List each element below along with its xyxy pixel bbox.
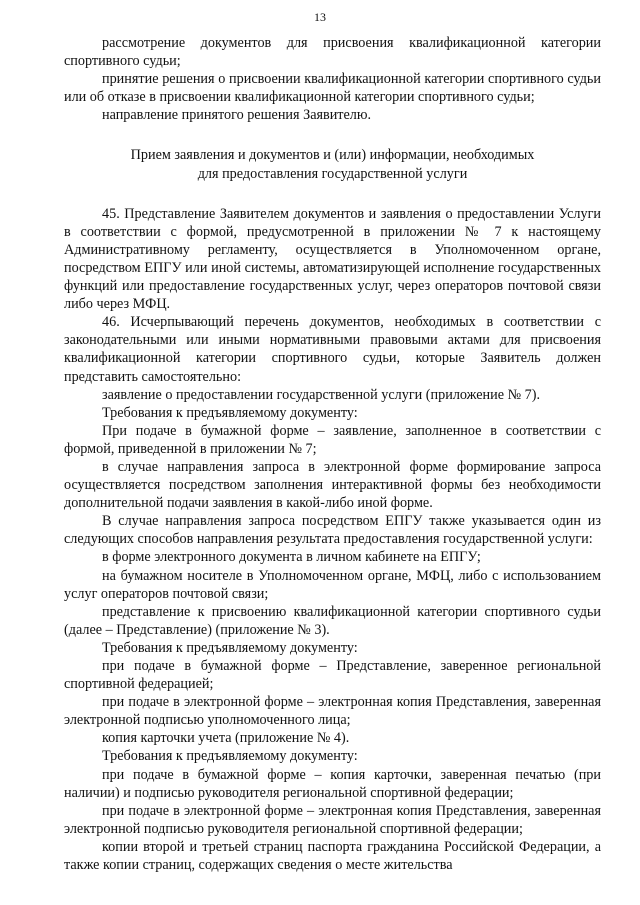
paragraph-electronic-form-application: в случае направления запроса в электронной форме формирование запроса осуществляется посредством заполнения интерактивной формы без необходимости дополнительной подачи заявления в какой-либо иной форме. xyxy=(64,458,601,512)
paragraph-passport-copies: копии второй и третьей страниц паспорта гражданина Российской Федерации, а также копии страниц, содержащих сведения о месте жительства xyxy=(64,838,601,874)
paragraph-requirements-heading-2: Требования к предъявляемому документу: xyxy=(102,639,358,656)
paragraph-45: 45. Представление Заявителем документов и заявления о предоставлении Услуги в соответствии с формой, предусмотренной в приложении № 7 к настоящему Административному регламенту, осуществляется в Уполномоченном органе, посредством ЕПГУ или иной системы, автоматизирующей исполнение государственных функций или предоставление государственных услуг, через операторов почтовой связи либо через МФЦ. xyxy=(64,205,601,313)
paragraph-paper-form-application: При подаче в бумажной форме – заявление, заполненное в соответствии с формой, приведенной в приложении № 7; xyxy=(64,422,601,457)
paragraph-representation-item: представление к присвоению квалификационной категории спортивного судьи (далее – Представление) (приложение № 3). xyxy=(64,603,601,638)
paragraph-46: 46. Исчерпывающий перечень документов, необходимых в соответствии с законодательными или иными нормативными правовыми актами для присвоения квалификационной категории спортивного судьи, которые Заявитель должен представить самостоятельно: xyxy=(64,314,601,385)
spacer xyxy=(64,183,601,205)
paragraph-record-card-item: копия карточки учета (приложение № 4). xyxy=(102,730,350,747)
paragraph-paper-form-representation: при подаче в бумажной форме – Представление, заверенное региональной спортивной федерацией; xyxy=(64,658,601,693)
paragraph-send-decision: направление принятого решения Заявителю. xyxy=(102,107,372,124)
section-heading-line-1: Прием заявления и документов и (или) информации, необходимых xyxy=(130,147,535,164)
paragraph-decision: принятие решения о присвоении квалификационной категории спортивного судьи или об отказе в присвоении квалификационной категории спортивного судьи; xyxy=(64,71,601,106)
document-body xyxy=(64,34,601,874)
spacer xyxy=(64,124,601,146)
section-heading-line-2: для предоставления государственной услуги xyxy=(197,165,468,182)
page-number: 13 xyxy=(314,10,326,24)
paragraph-review-documents: рассмотрение документов для присвоения квалификационной категории спортивного судьи; xyxy=(64,35,601,70)
paragraph-paper-form-card: при подаче в бумажной форме – копия карточки, заверенная печатью (при наличии) и подписью руководителя региональной спортивной федерации; xyxy=(64,766,601,801)
paragraph-epgu-result-methods: В случае направления запроса посредством ЕПГУ также указывается один из следующих способов направления результата предоставления государственной услуги: xyxy=(64,513,601,548)
paragraph-electronic-form-representation: при подаче в электронной форме – электронная копия Представления, заверенная электронной подписью уполномоченного лица; xyxy=(64,694,601,729)
paragraph-electronic-form-card: при подаче в электронной форме – электронная копия Представления, заверенная электронной подписью руководителя региональной спортивной федерации; xyxy=(64,802,601,837)
paragraph-result-paper: на бумажном носителе в Уполномоченном органе, МФЦ, либо с использованием услуг операторов почтовой связи; xyxy=(64,567,601,602)
paragraph-requirements-heading-1: Требования к предъявляемому документу: xyxy=(102,404,358,421)
paragraph-application-item: заявление о предоставлении государственной услуги (приложение № 7). xyxy=(102,386,541,403)
paragraph-result-electronic: в форме электронного документа в личном кабинете на ЕПГУ; xyxy=(102,549,481,566)
paragraph-requirements-heading-3: Требования к предъявляемому документу: xyxy=(102,748,358,765)
